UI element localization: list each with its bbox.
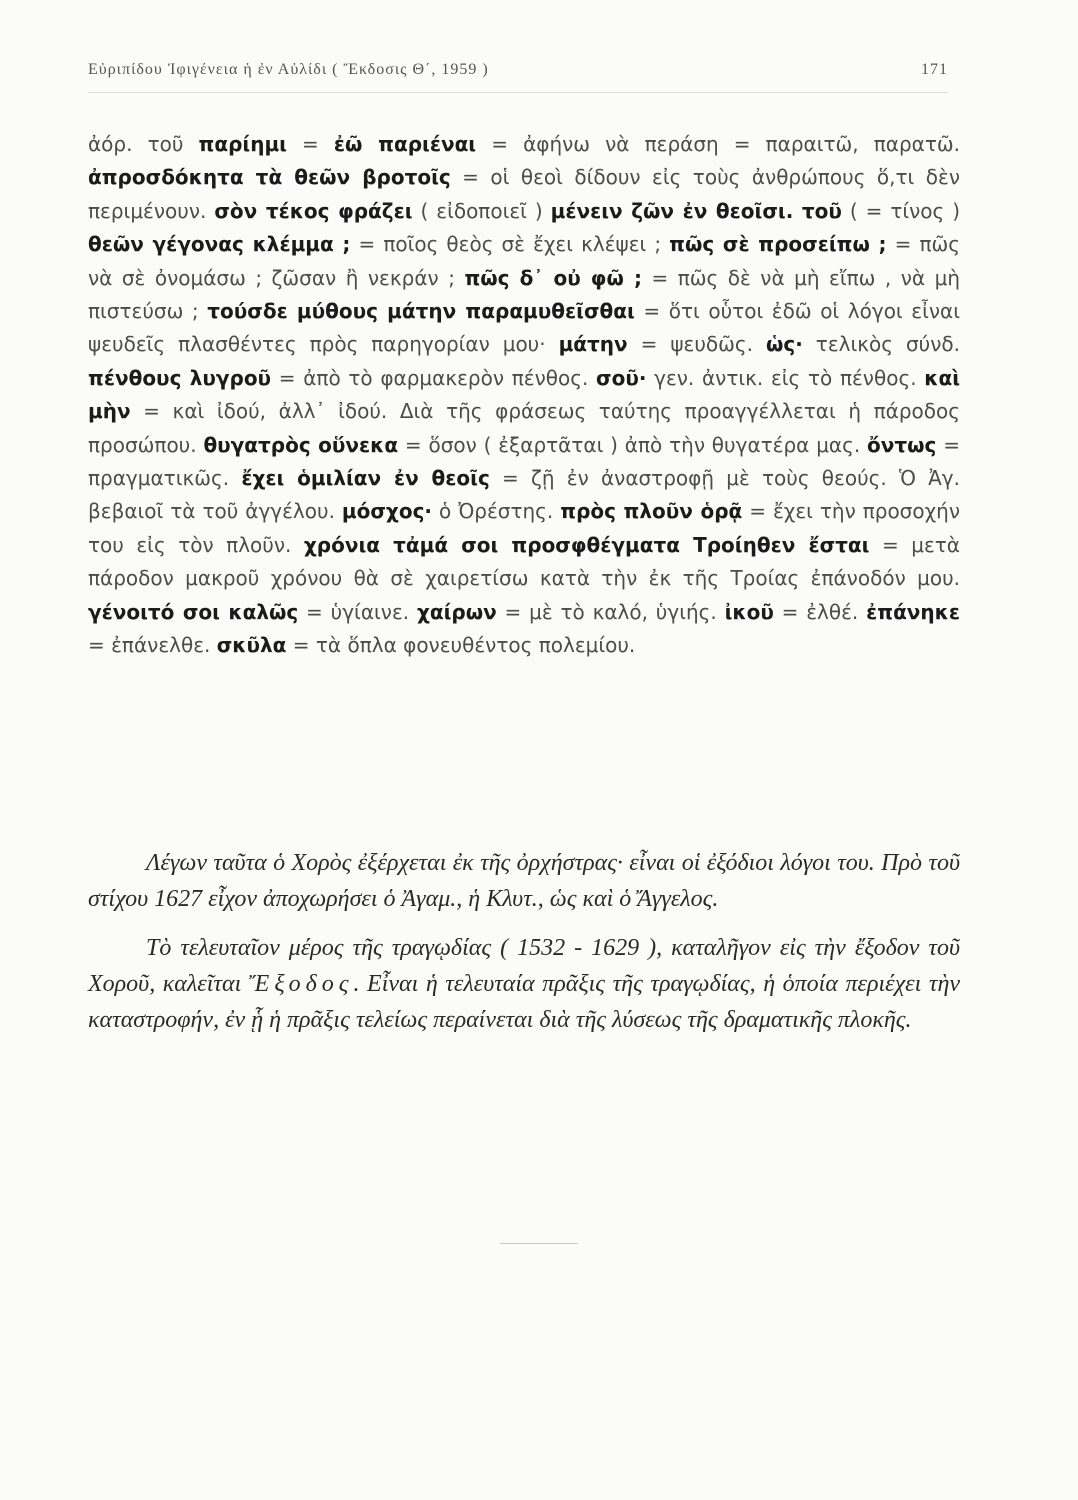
prose-paragraph: Λέγων ταῦτα ὁ Χορὸς ἐξέρχεται ἐκ τῆς ὀρχήστρας· εἶναι οἱ ἐξόδιοι λόγοι του. Πρὸ τοῦ στίχου 1627 εἶχον ἀποχωρήσει ὁ Ἀγαμ., ἡ Κλυτ., ὡς καὶ ὁ Ἄγγελος.	[88, 850, 960, 912]
gloss-explanation: τελικὸς σύνδ.	[802, 332, 960, 357]
gloss-lemma: σοῦ·	[596, 365, 647, 390]
footer-divider	[500, 1243, 578, 1244]
gloss-lemma: χρόνια τἀμά σοι προσφθέγματα Τροίηθεν ἔσται	[303, 532, 870, 557]
gloss-explanation: = μὲ τὸ καλό, ὑγιής.	[496, 599, 725, 624]
gloss-lemma: χαίρων	[416, 599, 497, 624]
gloss-lemma: σὸν τέκος φράζει	[214, 198, 413, 223]
gloss-explanation: γεν. ἀντικ. εἰς τὸ πένθος.	[646, 365, 925, 390]
page-number: 171	[921, 61, 948, 78]
gloss-lemma: ἀπροσδόκητα τὰ θεῶν βροτοῖς	[88, 165, 451, 190]
gloss-explanation: = ζῇ ἐν ἀναστροφῇ μὲ τοὺς θεούς. Ὁ Ἀγ. βεβαιοῖ τὰ τοῦ ἀγγέλου.	[88, 466, 960, 524]
gloss-explanation: = ἔχει τὴν προσοχήν του εἰς τὸν πλοῦν.	[88, 499, 960, 557]
gloss-explanation: = ὅσον ( ἐξαρτᾶται ) ἀπὸ τὴν θυγατέρα μας.	[398, 432, 868, 457]
gloss-lemma: πῶς δ᾽ οὐ φῶ ;	[464, 265, 642, 290]
gloss-explanation: = ἐπάνελθε.	[88, 633, 217, 658]
prose-text: Τὸ τελευταῖον μέρος τῆς τραγῳδίας ( 1532 - 1629 ), καταλῆγον εἰς τὴν ἔξοδον τοῦ Χοροῦ, καλεῖται	[88, 935, 960, 997]
gloss-explanation: ( = τίνος )	[841, 198, 961, 223]
gloss-explanation: =	[286, 132, 334, 156]
prose-text: . Εἶναι ἡ τελευταία πρᾶξις τῆς τραγῳδίας, ἡ ὁποία περιέχει τὴν καταστροφήν, ἐν ᾗ ἡ πρᾶξις τελείως περαίνεται διὰ τῆς λύσεως τῆς δραματικῆς πλοκῆς.	[88, 971, 961, 1033]
gloss-explanation: = ἀφήνω νὰ περάση = παραιτῶ, παρατῶ.	[476, 132, 960, 156]
gloss-lemma: παρίημι	[198, 132, 287, 156]
gloss-lemma: ἰκοῦ	[724, 599, 774, 624]
gloss-lemma: μόσχος·	[341, 499, 433, 524]
gloss-explanation: = ἀπὸ τὸ φαρμακερὸν πένθος.	[271, 365, 596, 390]
gloss-lemma: ὡς·	[765, 332, 803, 357]
gloss-explanation: = ὑγίαινε.	[298, 599, 417, 624]
gloss-lemma: ὄντως	[867, 432, 937, 457]
gloss-lemma: πένθους λυγροῦ	[88, 365, 272, 390]
gloss-explanation: = καὶ ἰδού, ἀλλ᾽ ἰδού. Διὰ τῆς φράσεως ταύτης προαγγέλλεται ἡ πάροδος προσώπου.	[88, 399, 960, 457]
gloss-explanation: ἀόρ. τοῦ	[88, 132, 199, 156]
running-header	[88, 50, 948, 90]
gloss-lemma: τούσδε μύθους μάτην παραμυθεῖσθαι	[207, 299, 635, 324]
exodos-term: Ἔξοδος	[248, 971, 354, 997]
prose-paragraph	[88, 930, 960, 1038]
gloss-lemma: σκῦλα	[216, 633, 287, 658]
gloss-explanation: = ποῖος θεὸς σὲ ἔχει κλέψει ;	[350, 232, 670, 257]
gloss-lemma: ἐῶ παριέναι	[333, 132, 477, 156]
gloss-explanation: = τὰ ὅπλα φονευθέντος πολεμίου.	[286, 633, 636, 658]
gloss-lemma: μάτην	[558, 332, 628, 357]
gloss-explanation: ὁ Ὀρέστης.	[432, 499, 561, 524]
gloss-lemma: ἔχει ὁμιλίαν ἐν θεοῖς	[241, 466, 490, 491]
gloss-lemma: θυγατρὸς οὕνεκα	[203, 432, 399, 457]
gloss-explanation: = ψευδῶς.	[627, 332, 766, 357]
gloss-explanation: = πῶς νὰ σὲ ὀνομάσω ; ζῶσαν ἢ νεκράν ;	[88, 232, 960, 290]
running-title: Εὐριπίδου Ἰφιγένεια ἡ ἐν Αὐλίδι ( Ἔκδοσις Θ΄, 1959 )	[88, 61, 489, 78]
gloss-lemma: καὶ μὴν	[88, 365, 960, 424]
gloss-explanation: = ὅτι οὗτοι ἐδῶ οἱ λόγοι εἶναι ψευδεῖς πλασθέντες πρὸς παρηγορίαν μου·	[88, 299, 960, 357]
gloss-lemma: πῶς σὲ προσείπω ;	[669, 232, 887, 257]
gloss-explanation: = πραγματικῶς.	[88, 432, 960, 491]
gloss-explanation: = πῶς δὲ νὰ μὴ εἴπω , νὰ μὴ πιστεύσω ;	[88, 265, 961, 324]
header-divider	[88, 92, 948, 93]
gloss-lemma: μένειν ζῶν ἐν θεοῖσι. τοῦ	[550, 198, 842, 223]
gloss-lemma: πρὸς πλοῦν ὁρᾷ	[560, 499, 743, 524]
gloss-explanation: = οἱ θεοὶ δίδουν εἰς τοὺς ἀνθρώπους ὅ,τι δὲν περιμένουν.	[88, 165, 960, 223]
gloss-lemma: θεῶν γέγονας κλέμμα ;	[88, 232, 351, 257]
gloss-explanation: = ἐλθέ.	[773, 599, 867, 624]
gloss-explanation: ( εἰδοποιεῖ )	[412, 198, 551, 223]
commentary-glosses	[88, 128, 960, 663]
gloss-lemma: ἐπάνηκε	[866, 599, 961, 624]
commentary-prose	[88, 845, 960, 1051]
gloss-explanation: = μετὰ πάροδον μακροῦ χρόνου θὰ σὲ χαιρετίσω κατὰ τὴν ἐκ τῆς Τροίας ἐπάνοδόν μου.	[88, 532, 960, 591]
gloss-lemma: γένοιτό σοι καλῶς	[88, 599, 299, 624]
